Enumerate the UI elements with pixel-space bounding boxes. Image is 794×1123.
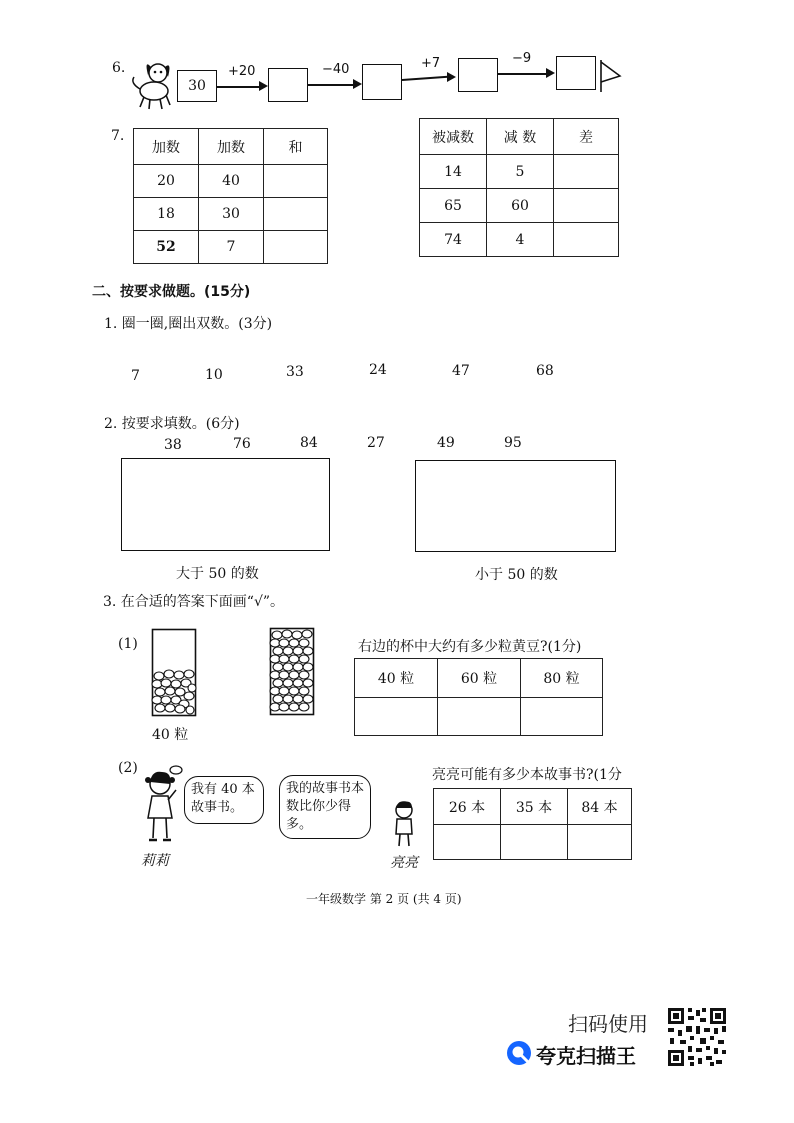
boy-icon	[386, 800, 422, 848]
q6-start-box	[177, 70, 217, 102]
bean-option: 60 粒	[438, 659, 521, 698]
greater-than-50-label: 大于 50 的数	[176, 566, 259, 582]
speech-bubble-lili: 我有 40 本故事书。	[184, 776, 264, 824]
add-cell: 30	[199, 198, 264, 231]
sub-cell: 65	[420, 189, 487, 223]
add-cell: 52	[134, 231, 199, 264]
bean-option: 40 粒	[355, 659, 438, 698]
sub-cell: 5	[487, 155, 554, 189]
girl-icon	[140, 760, 184, 848]
q3-prompt: 3. 在合适的答案下面画“√”。	[103, 594, 285, 610]
q3-part1-question: 右边的杯中大约有多少粒黄豆?(1分)	[358, 639, 582, 655]
q6-op-1: +20	[228, 64, 256, 79]
name-liangliang: 亮亮	[390, 855, 418, 871]
sub-header-2: 减 数	[487, 119, 554, 155]
q3-part2-marker: (2)	[118, 760, 138, 776]
book-option: 84 本	[568, 789, 632, 825]
add-answer-cell[interactable]	[264, 198, 328, 231]
q6-answer-box-4[interactable]	[556, 56, 596, 90]
scan-to-use-text: 扫码使用	[568, 1012, 648, 1036]
add-header-3: 和	[264, 129, 328, 165]
sub-header-1: 被减数	[420, 119, 487, 155]
add-cell: 20	[134, 165, 199, 198]
q6-op-3: +7	[421, 56, 441, 71]
dog-icon	[124, 55, 178, 111]
sub-cell: 60	[487, 189, 554, 223]
bean-answer-cell[interactable]	[438, 698, 521, 736]
book-answer-cell[interactable]	[434, 825, 501, 860]
greater-than-50-box[interactable]	[121, 458, 330, 551]
sub-answer-cell[interactable]	[554, 189, 619, 223]
even-candidate[interactable]: 33	[286, 364, 304, 380]
add-cell: 18	[134, 198, 199, 231]
book-answer-cell[interactable]	[501, 825, 568, 860]
flag-icon	[598, 58, 624, 94]
addition-table	[133, 128, 328, 264]
even-candidate[interactable]: 68	[536, 363, 554, 379]
fill-number: 38	[164, 437, 182, 453]
q1-prompt: 1. 圈一圈,圈出双数。(3分)	[104, 316, 273, 332]
bean-answer-cell[interactable]	[355, 698, 438, 736]
speech-bubble-liangliang: 我的故事书本数比你少得多。	[279, 775, 371, 839]
sub-answer-cell[interactable]	[554, 223, 619, 257]
brand-name: 夸克扫描王	[536, 1044, 636, 1068]
cup-label: 40 粒	[152, 727, 189, 743]
book-option: 26 本	[434, 789, 501, 825]
q7-number: 7.	[111, 128, 125, 144]
q6-number: 6.	[112, 60, 126, 76]
even-candidate[interactable]: 47	[452, 363, 470, 379]
add-header-2: 加数	[199, 129, 264, 165]
sub-cell: 14	[420, 155, 487, 189]
qr-code-icon[interactable]	[666, 1006, 728, 1068]
bean-answer-cell[interactable]	[521, 698, 603, 736]
add-answer-cell[interactable]	[264, 165, 328, 198]
fill-number: 95	[504, 435, 522, 451]
sub-cell: 74	[420, 223, 487, 257]
add-cell: 7	[199, 231, 264, 264]
add-cell: 40	[199, 165, 264, 198]
cup-small-beans-icon	[151, 628, 197, 718]
q3-part1-marker: (1)	[118, 636, 138, 652]
fill-number: 76	[233, 436, 251, 452]
book-options-table	[433, 788, 632, 860]
q3-part2-question: 亮亮可能有多少本故事书?(1分	[432, 767, 622, 783]
fill-number: 84	[300, 435, 318, 451]
fill-number: 49	[437, 435, 455, 451]
cup-full-beans-icon	[269, 627, 315, 716]
fill-number: 27	[367, 435, 385, 451]
subtraction-table	[419, 118, 619, 257]
q6-answer-box-2[interactable]	[362, 64, 402, 100]
q6-answer-box-3[interactable]	[458, 58, 498, 92]
q6-answer-box-1[interactable]	[268, 68, 308, 102]
even-candidate[interactable]: 24	[369, 362, 387, 378]
sub-cell: 4	[487, 223, 554, 257]
q6-start-value: 30	[188, 78, 206, 94]
quark-logo-icon	[506, 1040, 532, 1066]
even-candidate[interactable]: 10	[205, 367, 223, 383]
less-than-50-box[interactable]	[415, 460, 616, 552]
sub-answer-cell[interactable]	[554, 155, 619, 189]
less-than-50-label: 小于 50 的数	[475, 567, 558, 583]
q6-op-2: −40	[322, 62, 350, 77]
q2-prompt: 2. 按要求填数。(6分)	[104, 416, 240, 432]
book-option: 35 本	[501, 789, 568, 825]
section-heading: 二、按要求做题。(15分)	[92, 284, 251, 300]
bean-options-table	[354, 658, 603, 736]
name-lili: 莉莉	[141, 853, 169, 869]
q6-op-4: −9	[512, 51, 532, 66]
sub-header-3: 差	[554, 119, 619, 155]
bean-option: 80 粒	[521, 659, 603, 698]
book-answer-cell[interactable]	[568, 825, 632, 860]
even-candidate[interactable]: 7	[131, 368, 140, 384]
add-answer-cell[interactable]	[264, 231, 328, 264]
page-footer: 一年级数学 第 2 页 (共 4 页)	[306, 892, 462, 906]
add-header-1: 加数	[134, 129, 199, 165]
